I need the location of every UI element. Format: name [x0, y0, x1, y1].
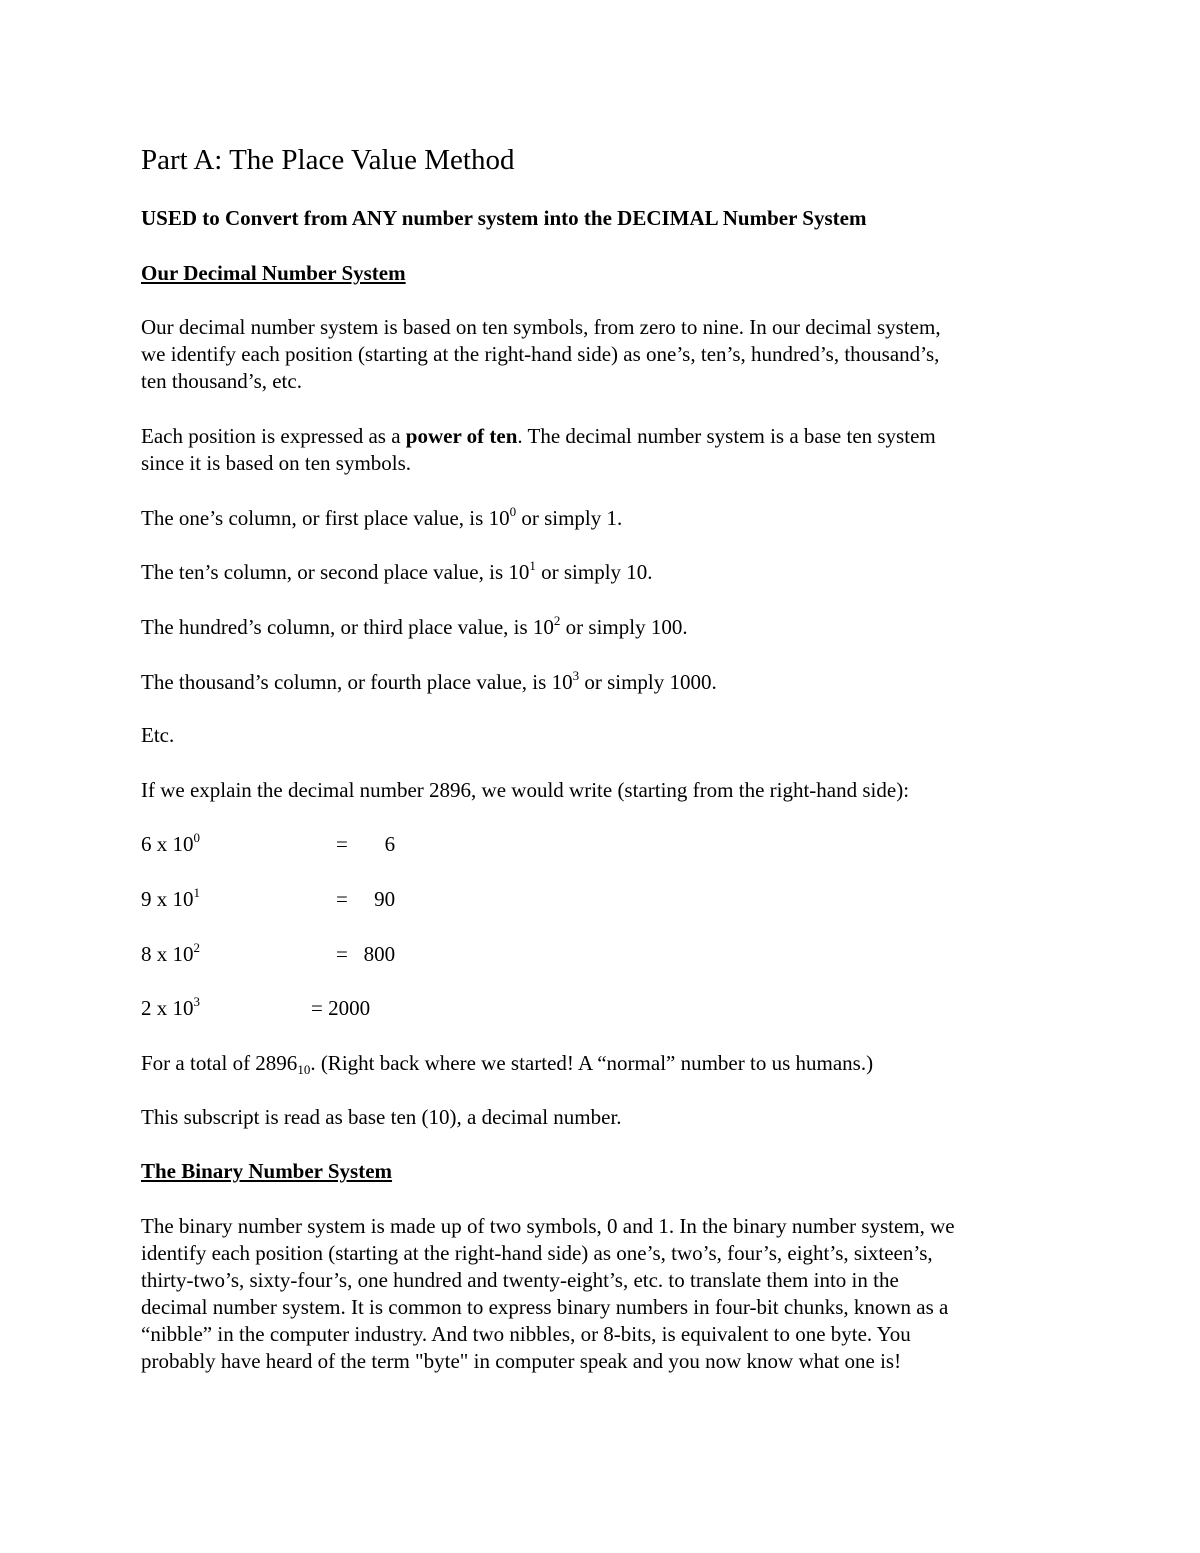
binary-paragraph-line: thirty-two’s, sixty-four’s, one hundred and twenty-eight’s, etc. to translate them into in the	[141, 1268, 899, 1292]
equation-rhs: = 2000	[311, 996, 371, 1020]
text-run: For a total of 2896	[141, 1051, 298, 1075]
bold-term: power of ten	[405, 424, 518, 448]
binary-paragraph-line: identify each position (starting at the right-hand side) as one’s, two’s, four’s, eight’s, sixteen’s,	[141, 1241, 933, 1265]
place-value-line	[141, 505, 622, 532]
place-value-line	[141, 614, 688, 641]
power-of-ten-paragraph	[141, 423, 936, 450]
text-run: or simply 100.	[560, 615, 688, 639]
equation-lhs	[141, 941, 200, 968]
equation-rhs: = 6	[336, 832, 396, 856]
binary-paragraph-line: The binary number system is made up of two symbols, 0 and 1. In the binary number system, we	[141, 1214, 955, 1238]
text-run: The thousand’s column, or fourth place value, is 10	[141, 670, 573, 694]
page-title: Part A: The Place Value Method	[141, 144, 515, 176]
equation-rhs: = 800	[336, 942, 396, 966]
text-run: 6 x 10	[141, 832, 194, 856]
equation-rhs: = 90	[336, 887, 396, 911]
text-run: or simply 10.	[535, 560, 653, 584]
binary-paragraph-line: “nibble” in the computer industry. And two nibbles, or 8-bits, is equivalent to one byte. You	[141, 1322, 911, 1346]
text-run: The ten’s column, or second place value, is 10	[141, 560, 530, 584]
text-run: or simply 1000.	[579, 670, 717, 694]
text-run: . (Right back where we started! A “normal” number to us humans.)	[310, 1051, 874, 1075]
exponent: 1	[529, 558, 536, 573]
equation-lhs	[141, 995, 200, 1022]
exponent: 3	[193, 994, 200, 1009]
text-run: or simply 1.	[516, 506, 623, 530]
text-run: The hundred’s column, or third place value, is 10	[141, 615, 554, 639]
decimal-paragraph-line: ten thousand’s, etc.	[141, 369, 302, 393]
text-run: 8 x 10	[141, 942, 194, 966]
etc-line: Etc.	[141, 723, 175, 747]
place-value-line	[141, 669, 717, 696]
explain-line: If we explain the decimal number 2896, we would write (starting from the right-hand side):	[141, 778, 910, 802]
text-run: Each position is expressed as a	[141, 424, 406, 448]
equation-lhs	[141, 831, 200, 858]
decimal-paragraph-line: we identify each position (starting at the right-hand side) as one’s, ten’s, hundred’s, thousand’s,	[141, 342, 940, 366]
subscript: 10	[297, 1062, 311, 1077]
exponent: 0	[509, 504, 517, 519]
page-subtitle: USED to Convert from ANY number system into the DECIMAL Number System	[141, 206, 867, 230]
exponent: 0	[193, 830, 200, 845]
exponent: 3	[572, 668, 580, 683]
text-run: The one’s column, or first place value, is 10	[141, 506, 510, 530]
power-of-ten-paragraph-line: since it is based on ten symbols.	[141, 451, 412, 475]
decimal-heading: Our Decimal Number System	[141, 261, 406, 285]
place-value-line	[141, 559, 653, 586]
exponent: 2	[553, 613, 561, 628]
exponent: 2	[193, 940, 200, 955]
total-line	[141, 1050, 873, 1077]
text-run: 2 x 10	[141, 996, 194, 1020]
text-run: 9 x 10	[141, 887, 194, 911]
binary-heading: The Binary Number System	[141, 1159, 393, 1183]
binary-paragraph-line: decimal number system. It is common to express binary numbers in four-bit chunks, known as a	[141, 1295, 949, 1319]
binary-paragraph-line: probably have heard of the term "byte" in computer speak and you now know what one is!	[141, 1349, 902, 1373]
decimal-paragraph-line: Our decimal number system is based on ten symbols, from zero to nine. In our decimal system,	[141, 315, 941, 339]
text-run: . The decimal number system is a base ten system	[517, 424, 936, 448]
subscript-note: This subscript is read as base ten (10), a decimal number.	[141, 1105, 622, 1129]
equation-lhs	[141, 886, 200, 913]
exponent: 1	[193, 885, 200, 900]
